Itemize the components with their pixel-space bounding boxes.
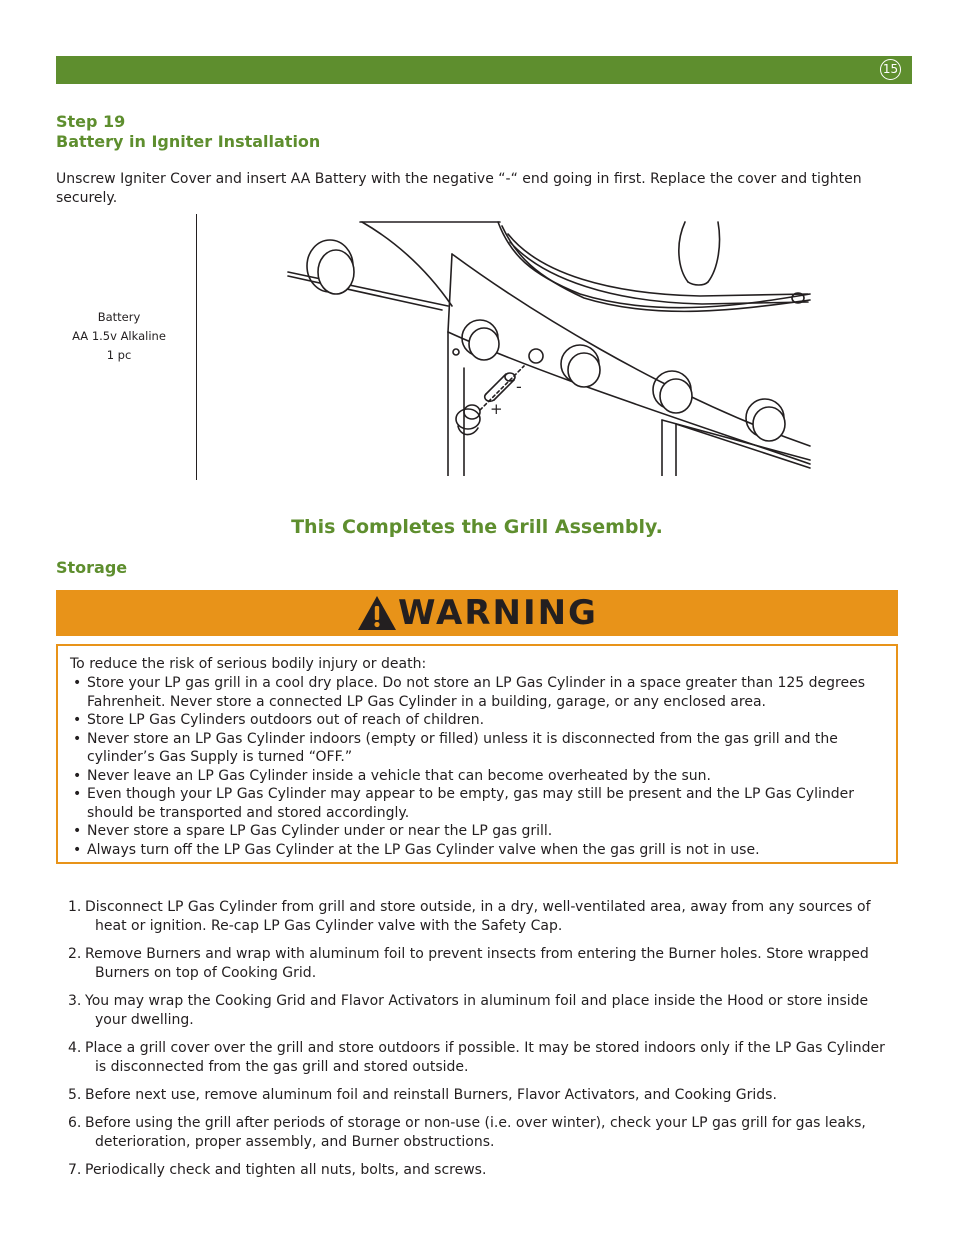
step-description: Unscrew Igniter Cover and insert AA Battery with the negative “-“ end going in first. Replace the cover and tighten securely. — [56, 171, 862, 206]
warning-item: • Never store a spare LP Gas Cylinder under or near the LP gas grill. — [73, 823, 553, 839]
storage-step: 1. Disconnect LP Gas Cylinder from grill and store outside, in a dry, well-ventilated area, away from any sources of heat or ignition. Re-cap LP Gas Cylinder valve with the Safety Cap. — [68, 899, 871, 934]
assembly-complete-heading: This Completes the Grill Assembly. — [291, 516, 663, 538]
igniter-battery-illustration — [280, 214, 812, 476]
storage-step: 7. Periodically check and tighten all nuts, bolts, and screws. — [68, 1162, 487, 1178]
step-number: Step 19 — [56, 112, 126, 131]
warning-item: • Even though your LP Gas Cylinder may appear to be empty, gas may still be present and the LP Gas Cylinder should be transported and stored accordingly. — [73, 786, 854, 821]
warning-item: • Never leave an LP Gas Cylinder inside a vehicle that can become overheated by the sun. — [73, 767, 712, 784]
parts-callout — [56, 308, 182, 365]
storage-step: 4. Place a grill cover over the grill and store outdoors if possible. It may be stored indoors only if the LP Gas Cylinder is disconnected from the gas grill and stored outside. — [68, 1040, 885, 1075]
page-number: 15 — [880, 59, 901, 80]
battery-plus-label: + — [490, 400, 503, 418]
storage-step: 5. Before next use, remove aluminum foil and reinstall Burners, Flavor Activators, and Cooking Grids. — [68, 1087, 777, 1103]
warning-item: • Never store an LP Gas Cylinder indoors (empty or filled) unless it is disconnected from the gas grill and the cylinder’s Gas Supply is turned “OFF.” — [73, 730, 838, 765]
warning-box — [56, 644, 898, 864]
part-spec: AA 1.5v Alkaline — [72, 329, 166, 343]
warning-banner — [56, 590, 898, 636]
storage-step: 6. Before using the grill after periods of storage or non-use (i.e. over winter), check your LP gas grill for gas leaks, deterioration, proper assembly, and Burner obstructions. — [68, 1115, 866, 1150]
warning-list — [70, 674, 885, 859]
warning-item: • Store your LP gas grill in a cool dry place. Do not store an LP Gas Cylinder in a space greater than 125 degrees Fahrenheit. Never store a connected LP Gas Cylinder in a building, garage, or any enclosed area. — [73, 675, 866, 710]
part-name: Battery — [97, 310, 141, 324]
warning-item: • Always turn off the LP Gas Cylinder at the LP Gas Cylinder valve when the gas grill is not in use. — [73, 841, 760, 858]
warning-intro: To reduce the risk of serious bodily injury or death: — [70, 656, 427, 672]
battery-minus-label: - — [516, 377, 522, 396]
storage-step: 2. Remove Burners and wrap with aluminum foil to prevent insects from entering the Burner holes. Store wrapped Burners on top of Cooking Grid. — [68, 946, 869, 981]
page-header-bar — [56, 56, 912, 84]
storage-heading: Storage — [56, 558, 128, 577]
warning-label: WARNING — [398, 593, 598, 633]
step-title: Battery in Igniter Installation — [56, 132, 321, 151]
storage-step: 3. You may wrap the Cooking Grid and Flavor Activators in aluminum foil and place inside the Hood or store inside your dwelling. — [68, 993, 869, 1028]
warning-triangle-icon — [356, 594, 398, 632]
parts-divider — [196, 214, 197, 480]
warning-item: • Store LP Gas Cylinders outdoors out of reach of children. — [73, 712, 485, 728]
part-quantity: 1 pc — [106, 348, 132, 362]
storage-steps-list — [68, 898, 888, 1180]
